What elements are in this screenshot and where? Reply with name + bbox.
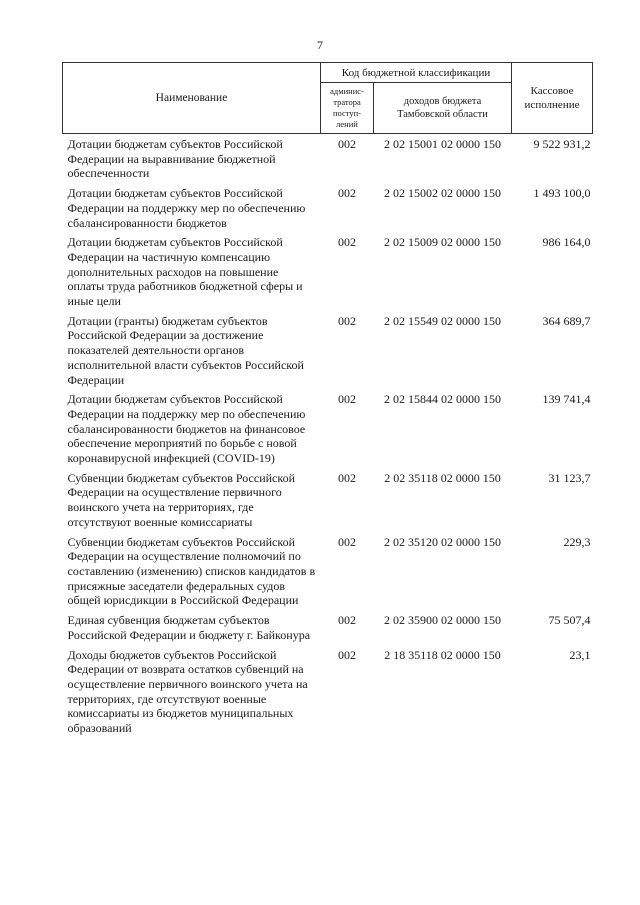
row-admin-code: 002 — [338, 235, 356, 250]
header-income-line: доходов бюджета — [403, 96, 482, 107]
row-sum: 1 493 100,0 — [533, 186, 591, 201]
row-sum: 229,3 — [563, 534, 591, 549]
row-sum: 31 123,7 — [548, 470, 591, 485]
row-income-code: 2 02 15001 02 0000 150 — [384, 137, 501, 151]
row-name: Дотации бюджетам субъектов Российской Федерации на выравнивание бюджетной обеспеченности — [67, 137, 283, 181]
header-sum-line: Кассовое — [530, 85, 574, 97]
row-admin-code: 002 — [338, 647, 356, 662]
row-income-code: 2 02 35120 02 0000 150 — [384, 534, 501, 549]
row-sum: 23,1 — [569, 647, 591, 662]
table-row — [63, 134, 593, 187]
header-admin-line: тратора — [333, 97, 361, 107]
row-admin-code: 002 — [338, 392, 356, 407]
table-row — [63, 535, 593, 614]
row-name: Дотации бюджетам субъектов Российской Федерации на поддержку мер по обеспечению сбалансированности бюджетов на финансовое обеспечение мероприятий по борьбе с новой коронавирусной инфекцией (COVID-19) — [67, 392, 306, 466]
row-income-code: 2 18 35118 02 0000 150 — [384, 647, 501, 662]
table-row — [63, 392, 593, 471]
row-sum: 139 741,4 — [542, 392, 591, 407]
row-income-code: 2 02 35900 02 0000 150 — [384, 613, 501, 628]
page-number: 7 — [317, 38, 323, 52]
header-admin-line: админис- — [330, 86, 364, 96]
row-sum: 986 164,0 — [542, 235, 591, 250]
row-admin-code: 002 — [338, 613, 356, 628]
table-row — [63, 186, 593, 235]
row-admin-code: 002 — [338, 534, 356, 549]
row-income-code: 2 02 15002 02 0000 150 — [384, 186, 501, 201]
row-sum: 364 689,7 — [542, 313, 591, 328]
row-admin-code: 002 — [338, 137, 356, 151]
table-body — [63, 134, 593, 741]
row-admin-code: 002 — [338, 313, 356, 328]
budget-table — [62, 62, 593, 741]
row-income-code: 2 02 15549 02 0000 150 — [384, 313, 501, 328]
row-sum: 9 522 931,2 — [533, 137, 591, 151]
table-header — [63, 63, 593, 134]
header-admin-line: лений — [336, 119, 358, 129]
header-sum-line: исполнение — [524, 99, 580, 111]
header-admin-line: поступ- — [332, 108, 361, 118]
header-sum — [512, 63, 593, 134]
header-income-line: Тамбовской области — [397, 109, 488, 120]
header-name: Наименование — [63, 63, 321, 134]
row-admin-code: 002 — [338, 470, 356, 485]
table-row — [63, 235, 593, 314]
row-income-code: 2 02 35118 02 0000 150 — [384, 470, 501, 485]
table-row — [63, 314, 593, 393]
row-name: Дотации бюджетам субъектов Российской Федерации на поддержку мер по обеспечению сбалансированности бюджетов — [67, 186, 306, 230]
row-sum: 75 507,4 — [548, 613, 591, 628]
row-name: Доходы бюджетов субъектов Российской Федерации от возврата остатков субвенций на осуществление первичного воинского учета на территориях, где отсутствуют военные комиссариаты из бюджетов муниципальных образований — [67, 647, 308, 736]
table-row — [63, 613, 593, 647]
table-row — [63, 648, 593, 741]
row-name: Единая субвенция бюджетам субъектов Российской Федерации и бюджету г. Байконура — [67, 613, 311, 642]
row-admin-code: 002 — [338, 186, 356, 201]
row-name: Субвенции бюджетам субъектов Российской Федерации на осуществление первичного воинского учета на территориях, где отсутствуют военные комиссариаты — [67, 470, 296, 529]
row-income-code: 2 02 15844 02 0000 150 — [384, 392, 501, 407]
table-row — [63, 471, 593, 535]
row-name: Дотации (гранты) бюджетам субъектов Российской Федерации за достижение показателей деятельности органов исполнительной власти субъектов Российской Федерации — [67, 313, 304, 387]
row-name: Дотации бюджетам субъектов Российской Федерации на частичную компенсацию дополнительных расходов на повышение оплаты труда работников бюджетной сферы и иные цели — [67, 235, 303, 309]
header-admin — [321, 83, 374, 134]
row-income-code: 2 02 15009 02 0000 150 — [384, 235, 501, 250]
header-code-group: Код бюджетной классификации — [321, 63, 512, 83]
header-income — [374, 83, 512, 134]
row-name: Субвенции бюджетам субъектов Российской Федерации на осуществление полномочий по составлению (изменению) списков кандидатов в присяжные заседатели федеральных судов общей юрисдикции в Российской Федерации — [67, 534, 316, 608]
